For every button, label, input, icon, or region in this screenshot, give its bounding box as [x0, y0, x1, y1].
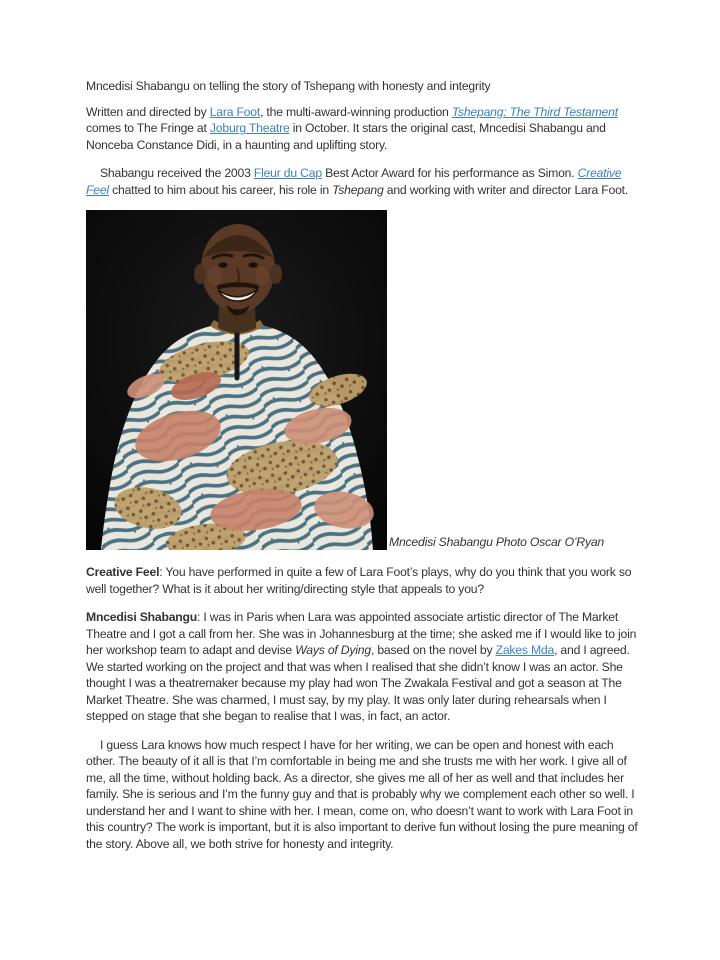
text-run: , based on the novel by — [370, 643, 496, 657]
portrait-photo[interactable] — [86, 210, 387, 550]
text-run: Shabangu received the 2003 — [100, 166, 254, 180]
text-run: Mncedisi Shabangu — [86, 610, 198, 624]
text-run: Ways of Dying — [295, 643, 371, 657]
hyperlink[interactable]: Joburg Theatre — [209, 121, 290, 135]
photo-caption: Mncedisi Shabangu Photo Oscar O’Ryan — [389, 535, 605, 549]
text-run: chatted to him about his career, his role in — [108, 182, 333, 197]
paragraph-closing — [86, 737, 638, 853]
text-run: and working with writer and director Lara Foot. — [383, 182, 629, 197]
hyperlink[interactable]: Tshepang: The Third Testament — [451, 104, 618, 119]
paragraph-award — [86, 165, 638, 198]
text-run: : I was in Paris when Lara was appointed associate artistic director of The Market Theatre and I got a call from her. She was in Johannesburg at the time; she asked me if I would like to join her workshop team to adapt and devise — [86, 610, 637, 657]
paragraph-intro — [86, 104, 638, 154]
text-run: , the multi-award-winning production — [260, 104, 452, 119]
hyperlink[interactable]: Zakes Mda — [495, 643, 555, 657]
text-run: , and I agreed. We started working on the project and that was when I realised that she didn’t know I was an actor. She thought I was a theatremaker because my play had won The Zwakala Festival and got a season at The Market Theatre. She was charmed, I must say, by my play. It was only later during rehearsals when I stepped on stage that she began to realise that I was, in fact, an actor. — [86, 643, 630, 723]
text-run: Creative Feel — [86, 565, 160, 579]
paragraph-answer — [86, 609, 638, 725]
hyperlink[interactable]: Fleur du Cap — [253, 166, 322, 180]
text-run: : You have performed in quite a few of Lara Foot’s plays, why do you think that you work so well together? What is it about her writing/directing style that appeals to you? — [86, 565, 632, 596]
text-run: in October. It stars the original cast, Mncedisi Shabangu and Nonceba Constance Didi, in a haunting and uplifting story. — [86, 121, 606, 152]
photo-paragraph — [86, 210, 638, 550]
text-run: Written and directed by — [86, 104, 210, 119]
text-run: Tshepang — [332, 182, 384, 197]
hyperlink[interactable]: Lara Foot — [209, 104, 261, 119]
paragraph-question — [86, 564, 638, 597]
text-run: Best Actor Award for his performance as Simon. — [321, 166, 578, 180]
article-title: Mncedisi Shabangu on telling the story of Tshepang with honesty and integrity — [86, 79, 491, 93]
hyperlink[interactable]: Creative Feel — [86, 166, 622, 197]
text-run: I guess Lara knows how much respect I have for her writing, we can be open and honest with each other. The beauty of it all is that I’m comfortable in being me and she trusts me with her work. I give all of me, all the time, without holding back. As a director, she gives me all of her as well and that includes her family. She is serious and I’m the funny guy and that is probably why we complement each other so well. I understand her and I want to shine with her. I mean, come on, who doesn’t want to work with Lara Foot in this country? The work is important, but it is also important to derive fun without losing the pure meaning of the story. Above all, we both strive for honesty and integrity. — [86, 737, 638, 851]
text-run: comes to The Fringe at — [86, 121, 210, 135]
